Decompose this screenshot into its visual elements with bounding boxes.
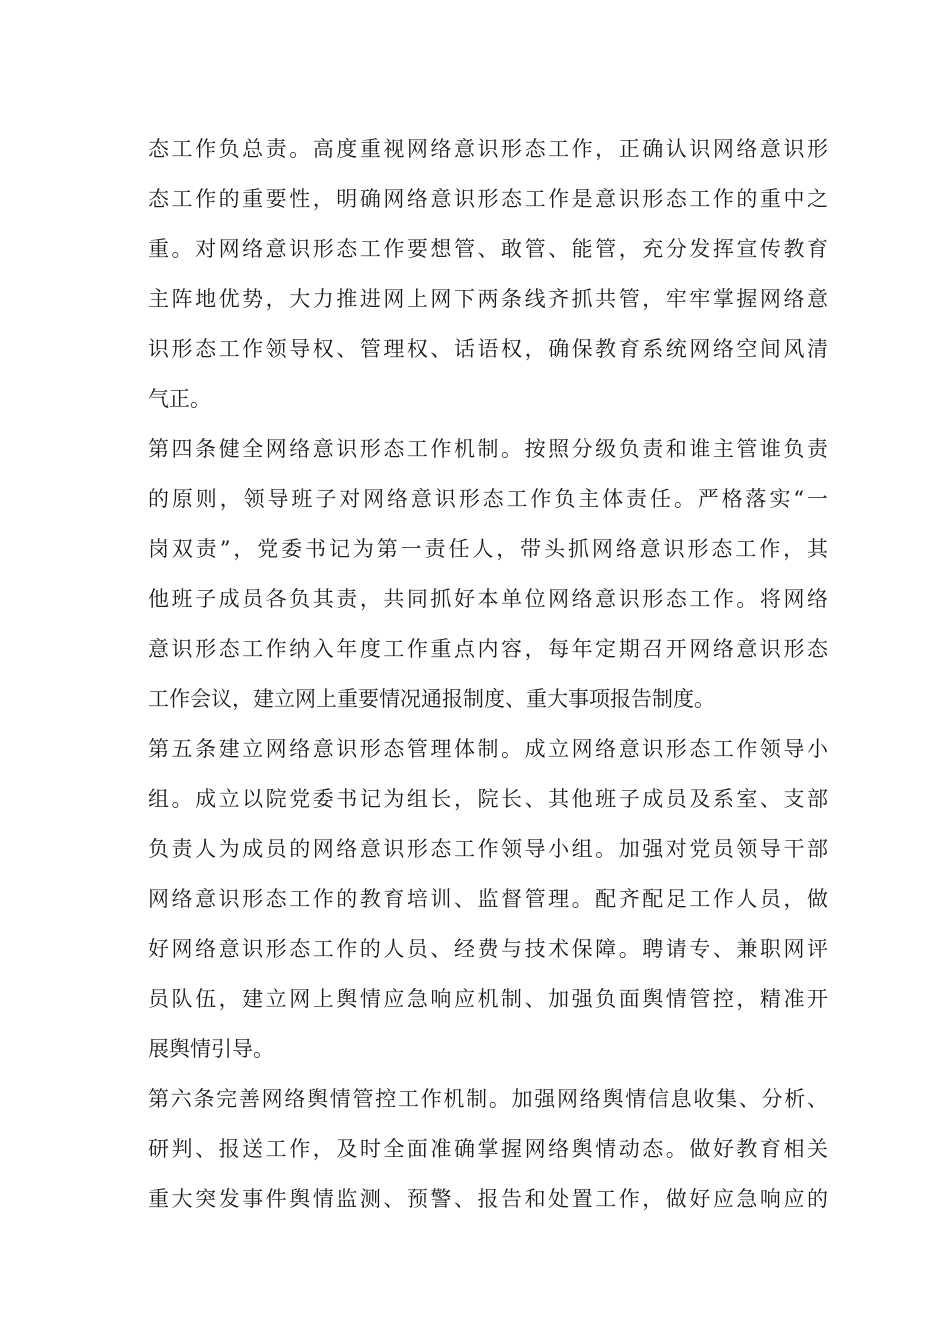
text-line: 态工作负总责。高度重视网络意识形态工作，正确认识网络意识形 [148, 137, 828, 161]
text-line: 的原则，领导班子对网络意识形态工作负主体责任。严格落实“一 [148, 487, 828, 511]
text-line: 气正。 [148, 387, 211, 411]
text-line: 重大突发事件舆情监测、预警、报告和处置工作，做好应急响应的 [148, 1187, 828, 1211]
text-line: 重。对网络意识形态工作要想管、敢管、能管，充分发挥宣传教育 [148, 237, 828, 261]
text-line: 识形态工作领导权、管理权、话语权，确保教育系统网络空间风清 [148, 337, 828, 361]
text-line: 网络意识形态工作的教育培训、监督管理。配齐配足工作人员，做 [148, 887, 828, 911]
text-line: 展舆情引导。 [148, 1037, 274, 1061]
text-line: 员队伍，建立网上舆情应急响应机制、加强负面舆情管控，精准开 [148, 987, 828, 1011]
text-line: 研判、报送工作，及时全面准确掌握网络舆情动态。做好教育相关 [148, 1137, 828, 1161]
text-line: 岗双责”，党委书记为第一责任人，带头抓网络意识形态工作，其 [148, 537, 828, 561]
text-line: 工作会议，建立网上重要情况通报制度、重大事项报告制度。 [148, 687, 715, 711]
text-line: 好网络意识形态工作的人员、经费与技术保障。聘请专、兼职网评 [148, 937, 828, 961]
article-6-heading-line: 第六条完善网络舆情管控工作机制。加强网络舆情信息收集、分析、 [148, 1087, 828, 1111]
text-line: 主阵地优势，大力推进网上网下两条线齐抓共管，牢牢掌握网络意 [148, 287, 828, 311]
text-line: 意识形态工作纳入年度工作重点内容，每年定期召开网络意识形态 [148, 637, 828, 661]
text-line: 态工作的重要性，明确网络意识形态工作是意识形态工作的重中之 [148, 187, 828, 211]
article-5-heading-line: 第五条建立网络意识形态管理体制。成立网络意识形态工作领导小 [148, 737, 828, 761]
text-line: 他班子成员各负其责，共同抓好本单位网络意识形态工作。将网络 [148, 587, 828, 611]
text-line: 组。成立以院党委书记为组长，院长、其他班子成员及系室、支部 [148, 787, 828, 811]
article-4-heading-line: 第四条健全网络意识形态工作机制。按照分级负责和谁主管谁负责 [148, 437, 828, 461]
body-text [148, 124, 828, 1224]
text-line: 负责人为成员的网络意识形态工作领导小组。加强对党员领导干部 [148, 837, 828, 861]
